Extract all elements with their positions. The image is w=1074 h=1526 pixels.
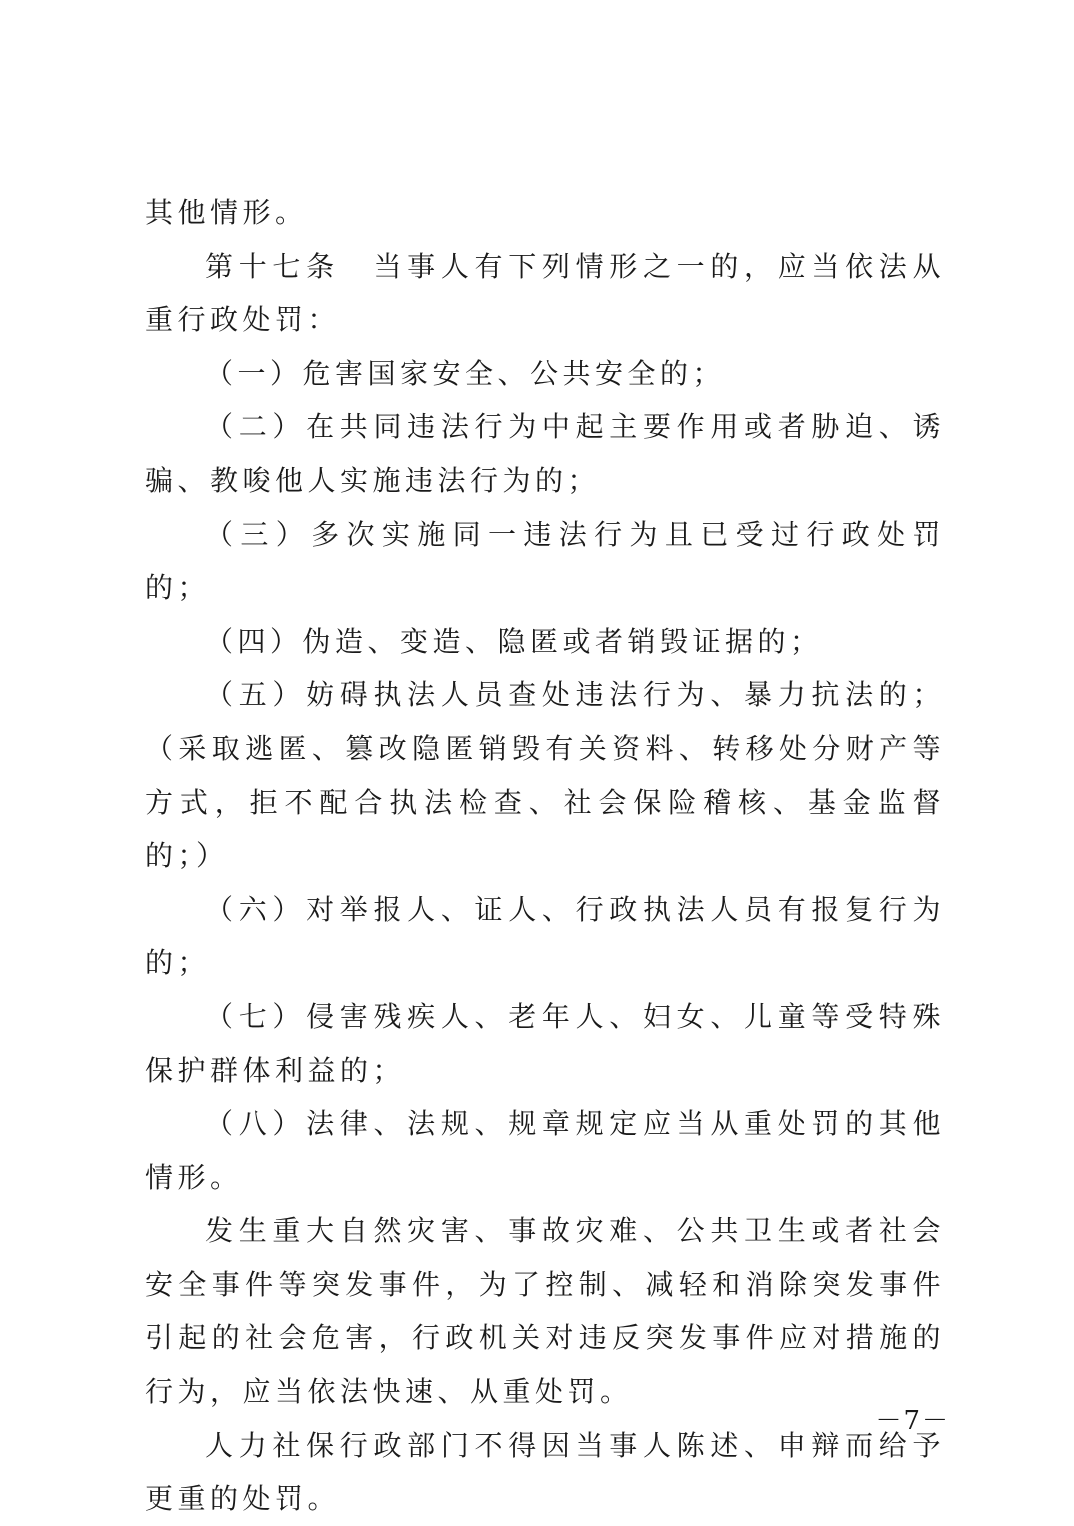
article-17-heading: 第十七条 当事人有下列情形之一的，应当依法从重行政处罚： bbox=[145, 249, 945, 337]
emergency-paragraph: 发生重大自然灾害、事故灾难、公共卫生或者社会安全事件等突发事件，为了控制、减轻和消除突发事件引起的社会危害，行政机关对违反突发事件应对措施的行为，应当依法快速、从重处罚。 bbox=[145, 1214, 945, 1409]
list-item-5: （五）妨碍执法人员查处违法行为、暴力抗法的；（采取逃匿、篡改隐匿销毁有关资料、转移处分财产等方式，拒不配合执法检查、社会保险稽核、基金监督的；） bbox=[145, 678, 945, 873]
no-heavier-penalty-paragraph: 人力社保行政部门不得因当事人陈述、申辩而给予更重的处罚。 bbox=[145, 1428, 945, 1516]
paragraph-continuation: 其他情形。 bbox=[145, 196, 308, 229]
list-item-4: （四）伪造、变造、隐匿或者销毁证据的； bbox=[205, 624, 823, 658]
document-body bbox=[145, 186, 945, 1526]
list-item-8: （八）法律、法规、规章规定应当从重处罚的其他情形。 bbox=[145, 1107, 945, 1194]
list-item-3: （三）多次实施同一违法行为且已受过行政处罚的； bbox=[145, 517, 945, 605]
list-item-2: （二）在共同违法行为中起主要作用或者胁迫、诱骗、教唆他人实施违法行为的； bbox=[145, 410, 945, 497]
list-item-7: （七）侵害残疾人、老年人、妇女、儿童等受特殊保护群体利益的； bbox=[145, 999, 945, 1087]
list-item-6: （六）对举报人、证人、行政执法人员有报复行为的； bbox=[145, 892, 945, 980]
list-item-1: （一）危害国家安全、公共安全的； bbox=[205, 356, 726, 390]
page-number: －7－ bbox=[875, 1406, 950, 1436]
